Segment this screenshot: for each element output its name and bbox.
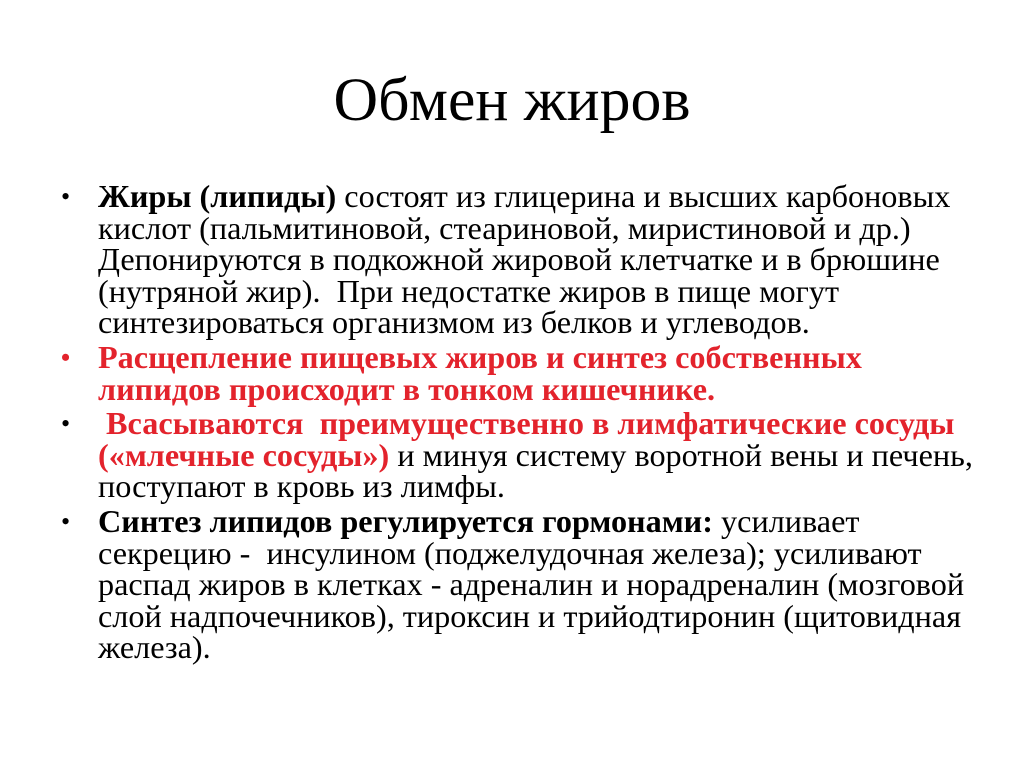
bullet-marker: • (61, 342, 71, 372)
bullet-line: секрецию - инсулином (поджелудочная железа); усиливают (98, 534, 922, 571)
bullet-line: Расщепление пищевых жиров и синтез собственных (98, 338, 862, 375)
bullet-line: (нутряной жир). При недостатке жиров в пище могут (98, 272, 840, 309)
line-text: усиливает (712, 502, 860, 539)
line-text: и минуя систему воротной вены и печень, (389, 436, 973, 473)
bullet-line: поступают в кровь из лимфы. (98, 468, 505, 505)
bullet-line: синтезироваться организмом из белков и углеводов. (98, 304, 810, 341)
bullet-line: железа). (98, 629, 211, 666)
bold-term: Жиры (липиды) (98, 178, 337, 214)
bullet-item-lipids-composition (61, 178, 973, 341)
bullet-line: кислот (пальмитиновой, стеариновой, миристиновой и др.) (98, 209, 911, 246)
bullet-line: Депонируются в подкожной жировой клетчатке и в брюшине (98, 241, 940, 278)
bullet-line: слой надпочечников), тироксин и трийодтиронин (щитовидная (98, 597, 962, 634)
bullet-list (61, 178, 973, 666)
bullet-line (98, 178, 951, 214)
bullet-line (98, 502, 860, 539)
bullet-marker: • (61, 506, 71, 536)
bullet-line: липидов происходит в тонком кишечнике. (98, 370, 716, 407)
bullet-item-hormonal-regulation (61, 502, 973, 666)
bullet-marker: • (61, 409, 71, 439)
bullet-item-absorption (61, 405, 973, 505)
bullet-marker: • (61, 182, 71, 211)
line-text: состоят из глицерина и высших карбоновых (336, 178, 951, 214)
bullet-line (98, 436, 973, 473)
bullet-item-digestion (61, 338, 973, 407)
slide-title (0, 62, 1024, 138)
slide-title-text: Обмен жиров (333, 66, 691, 134)
highlight-term: («млечные сосуды») (98, 436, 390, 473)
bold-term: Синтез липидов регулируется гормонами: (98, 502, 713, 539)
bullet-line: распад жиров в клетках - адреналин и норадреналин (мозговой (98, 566, 965, 603)
bullet-line: Всасываются преимущественно в лимфатические сосуды (98, 405, 955, 442)
